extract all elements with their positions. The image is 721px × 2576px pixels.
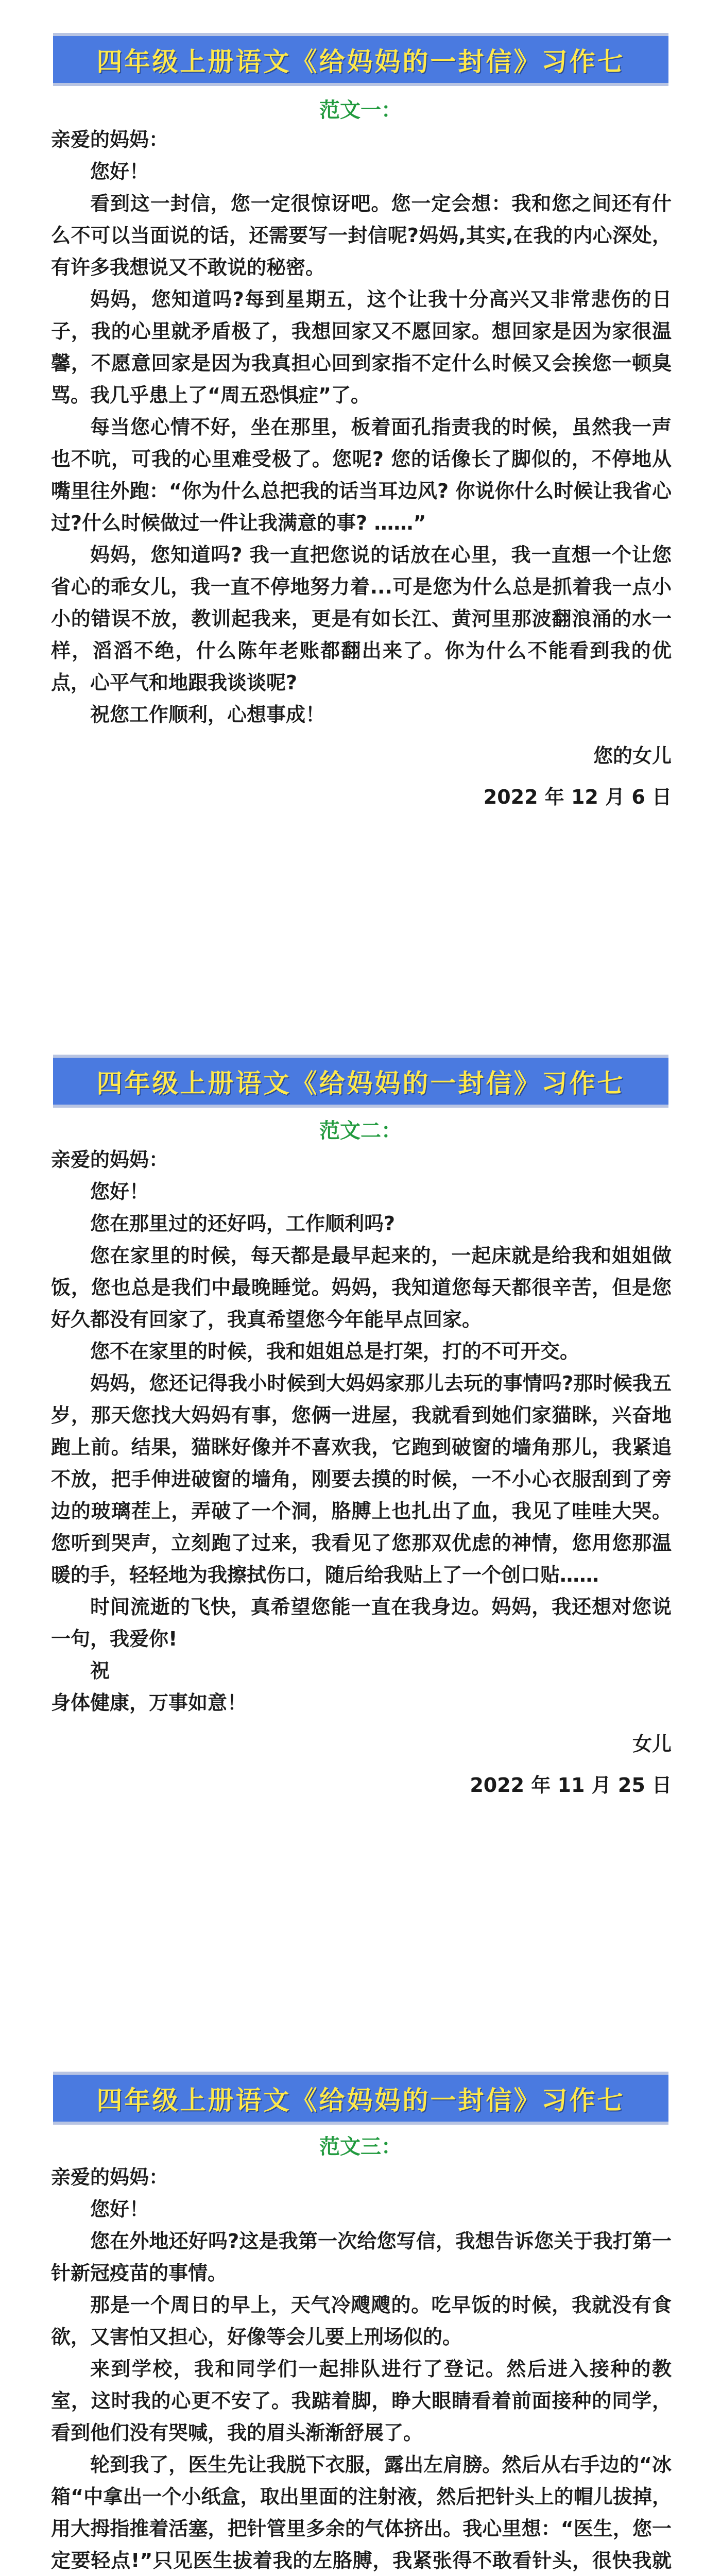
date: 2022 年 11 月 25 日 <box>470 1774 672 1797</box>
closing-wish: 身体健康，万事如意！ <box>51 1691 247 1714</box>
greeting: 您好！ <box>90 160 149 183</box>
date: 2022 年 12 月 6 日 <box>483 786 672 808</box>
paragraph: 看到这一封信，您一定很惊讶吧。您一定会想：我和您之间还有什么不可以当面说的话，还需要写一封信呢?妈妈,其实,在我的内心深处，有许多我想说又不敢说的秘密。 <box>51 192 672 279</box>
signature: 您的女儿 <box>593 744 672 767</box>
signature: 女儿 <box>632 1733 672 1755</box>
greeting: 您好！ <box>90 1180 149 1203</box>
banner-title: 四年级上册语文《给妈妈的一封信》习作七 <box>96 1067 625 1098</box>
salutation: 亲爱的妈妈： <box>51 1148 169 1171</box>
section-banner <box>53 33 668 86</box>
paragraph: 每当您心情不好，坐在那里，板着面孔指责我的时候，虽然我一声也不吭，可我的心里难受极了。您呢? 您的话像长了脚似的，不停地从嘴里往外跑：“你为什么总把我的话当耳边风? 你说你什么时候让我省心过?什么时候做过一件让我满意的事? ……” <box>51 416 672 534</box>
banner-title: 四年级上册语文《给妈妈的一封信》习作七 <box>96 2084 625 2115</box>
paragraph: 妈妈，您知道吗? 我一直把您说的话放在心里，我一直想一个让您省心的乖女儿，我一直不停地努力着...可是您为什么总是抓着我一点小小的错误不放，教训起我来，更是有如长江、黄河里那波翻浪涌的水一样，滔滔不绝，什么陈年老账都翻出来了。你为什么不能看到我的优点，心平气和地跟我谈谈呢? <box>51 544 672 694</box>
paragraph: 您不在家里的时候，我和姐姐总是打架，打的不可开交。 <box>90 1340 580 1363</box>
greeting: 您好！ <box>90 2198 149 2221</box>
salutation: 亲爱的妈妈： <box>51 128 169 151</box>
letter-body <box>51 1144 672 1801</box>
letter-body <box>51 124 672 813</box>
sample-subtitle: 范文一： <box>319 98 402 122</box>
sample-subtitle: 范文三： <box>319 2135 402 2159</box>
paragraph: 轮到我了，医生先让我脱下衣服，露出左肩膀。然后从右手边的“冰箱“中拿出一个小纸盒，取出里面的注射液，然后把针头上的帽儿拔掉，用大拇指推着活塞，把针管里多余的气体挤出。我心里想：“医生，您一定要轻点!”只见医生拔着我的左胳膊，我紧张得不敢看针头，很快我就 <box>51 2453 672 2572</box>
paragraph: 您在家里的时候，每天都是最早起来的，一起床就是给我和姐姐做饭，您也总是我们中最晚睡觉。妈妈，我知道您每天都很辛苦，但是您好久都没有回家了，我真希望您今年能早点回家。 <box>51 1244 672 1331</box>
salutation: 亲爱的妈妈： <box>51 2166 169 2189</box>
banner-title: 四年级上册语文《给妈妈的一封信》习作七 <box>96 46 625 77</box>
closing: 祝 <box>90 1659 110 1682</box>
paragraph: 您在那里过的还好吗，工作顺利吗? <box>90 1212 396 1235</box>
paragraph: 祝您工作顺利，心想事成！ <box>90 703 325 726</box>
paragraph: 妈妈，您还记得我小时候到大妈妈家那儿去玩的事情吗?那时候我五岁，那天您找大妈妈有事，您俩一进屋，我就看到她们家猫眯，兴奋地跑上前。结果，猫眯好像并不喜欢我，它跑到破窗的墙角那儿，我紧追不放，把手伸进破窗的墙角，刚要去摸的时候，一不小心衣服刮到了旁边的玻璃茬上，弄破了一个洞，胳膊上也扎出了血，我见了哇哇大哭。您听到哭声，立刻跑了过来，我看见了您那双优虑的神情，您用您那温暖的手，轻轻地为我擦拭伤口，随后给我贴上了一个创口贴…… <box>51 1372 672 1586</box>
paragraph: 那是一个周日的早上，天气冷飕飕的。吃早饭的时候，我就没有食欲，又害怕又担心，好像等会儿要上刑场似的。 <box>51 2294 672 2348</box>
section-banner <box>53 2072 668 2125</box>
sample-subtitle: 范文二： <box>319 1119 402 1143</box>
paragraph: 您在外地还好吗?这是我第一次给您写信，我想告诉您关于我打第一针新冠疫苗的事情。 <box>51 2230 672 2284</box>
letter-body <box>51 2161 672 2576</box>
paragraph: 来到学校，我和同学们一起排队进行了登记。然后进入接种的教室，这时我的心更不安了。我踮着脚，睁大眼睛看着前面接种的同学，看到他们没有哭喊，我的眉头渐渐舒展了。 <box>51 2358 672 2444</box>
paragraph: 时间流逝的飞快，真希望您能一直在我身边。妈妈，我还想对您说一句，我爱你! <box>51 1596 672 1650</box>
paragraph: 妈妈，您知道吗?每到星期五，这个让我十分高兴又非常悲伤的日子，我的心里就矛盾极了，我想回家又不愿回家。想回家是因为家很温馨，不愿意回家是因为我真担心回到家指不定什么时候又会挨您一顿臭骂。我几乎患上了“周五恐惧症”了。 <box>51 288 672 406</box>
section-banner <box>53 1055 668 1108</box>
